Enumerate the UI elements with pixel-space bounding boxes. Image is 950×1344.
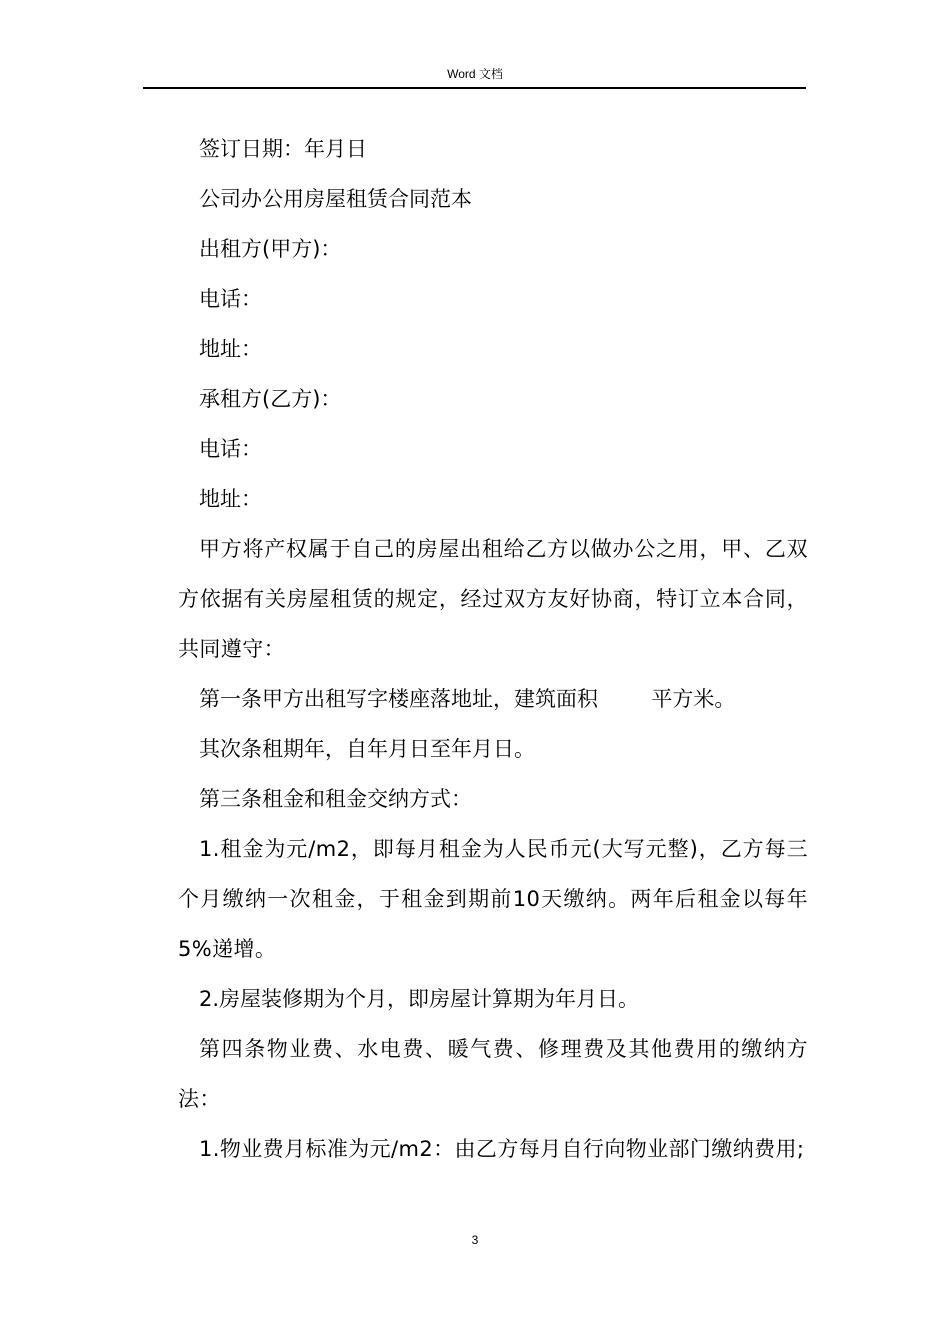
lessee-address: 地址： (199, 487, 262, 511)
article-4: 第四条物业费、水电费、暖气费、修理费及其他费用的缴纳方法： (178, 1037, 808, 1111)
lessor-phone: 电话： (199, 287, 262, 311)
header-rule (143, 87, 806, 89)
article-3: 第三条租金和租金交纳方式： (199, 787, 472, 811)
lessor-label: 出租方(甲方)： (199, 237, 342, 261)
article-4-item-1: 1.物业费月标准为元/m2：由乙方每月自行向物业部门缴纳费用; (199, 1137, 805, 1161)
lessee-label: 承租方(乙方)： (199, 387, 342, 411)
page-number: 3 (471, 1233, 479, 1247)
signing-date: 签订日期：年月日 (199, 137, 367, 161)
article-1: 第一条甲方出租写字楼座落地址，建筑面积 平方米。 (199, 687, 736, 711)
lessee-phone: 电话： (199, 437, 262, 461)
preamble-paragraph: 甲方将产权属于自己的房屋出租给乙方以做办公之用，甲、乙双方依据有关房屋租赁的规定，经过双方友好协商，特订立本合同，共同遵守： (178, 537, 808, 661)
contract-title: 公司办公用房屋租赁合同范本 (199, 187, 472, 211)
lessor-address: 地址： (199, 337, 262, 361)
article-2: 其次条租期年，自年月日至年月日。 (199, 737, 535, 761)
page-header: Word 文档 (447, 67, 503, 81)
article-3-item-1: 1.租金为元/m2，即每月租金为人民币元(大写元整)，乙方每三个月缴纳一次租金，于租金到期前10天缴纳。两年后租金以每年5%递增。 (178, 837, 808, 961)
document-body (178, 124, 808, 1174)
article-3-item-2: 2.房屋装修期为个月，即房屋计算期为年月日。 (199, 987, 640, 1011)
